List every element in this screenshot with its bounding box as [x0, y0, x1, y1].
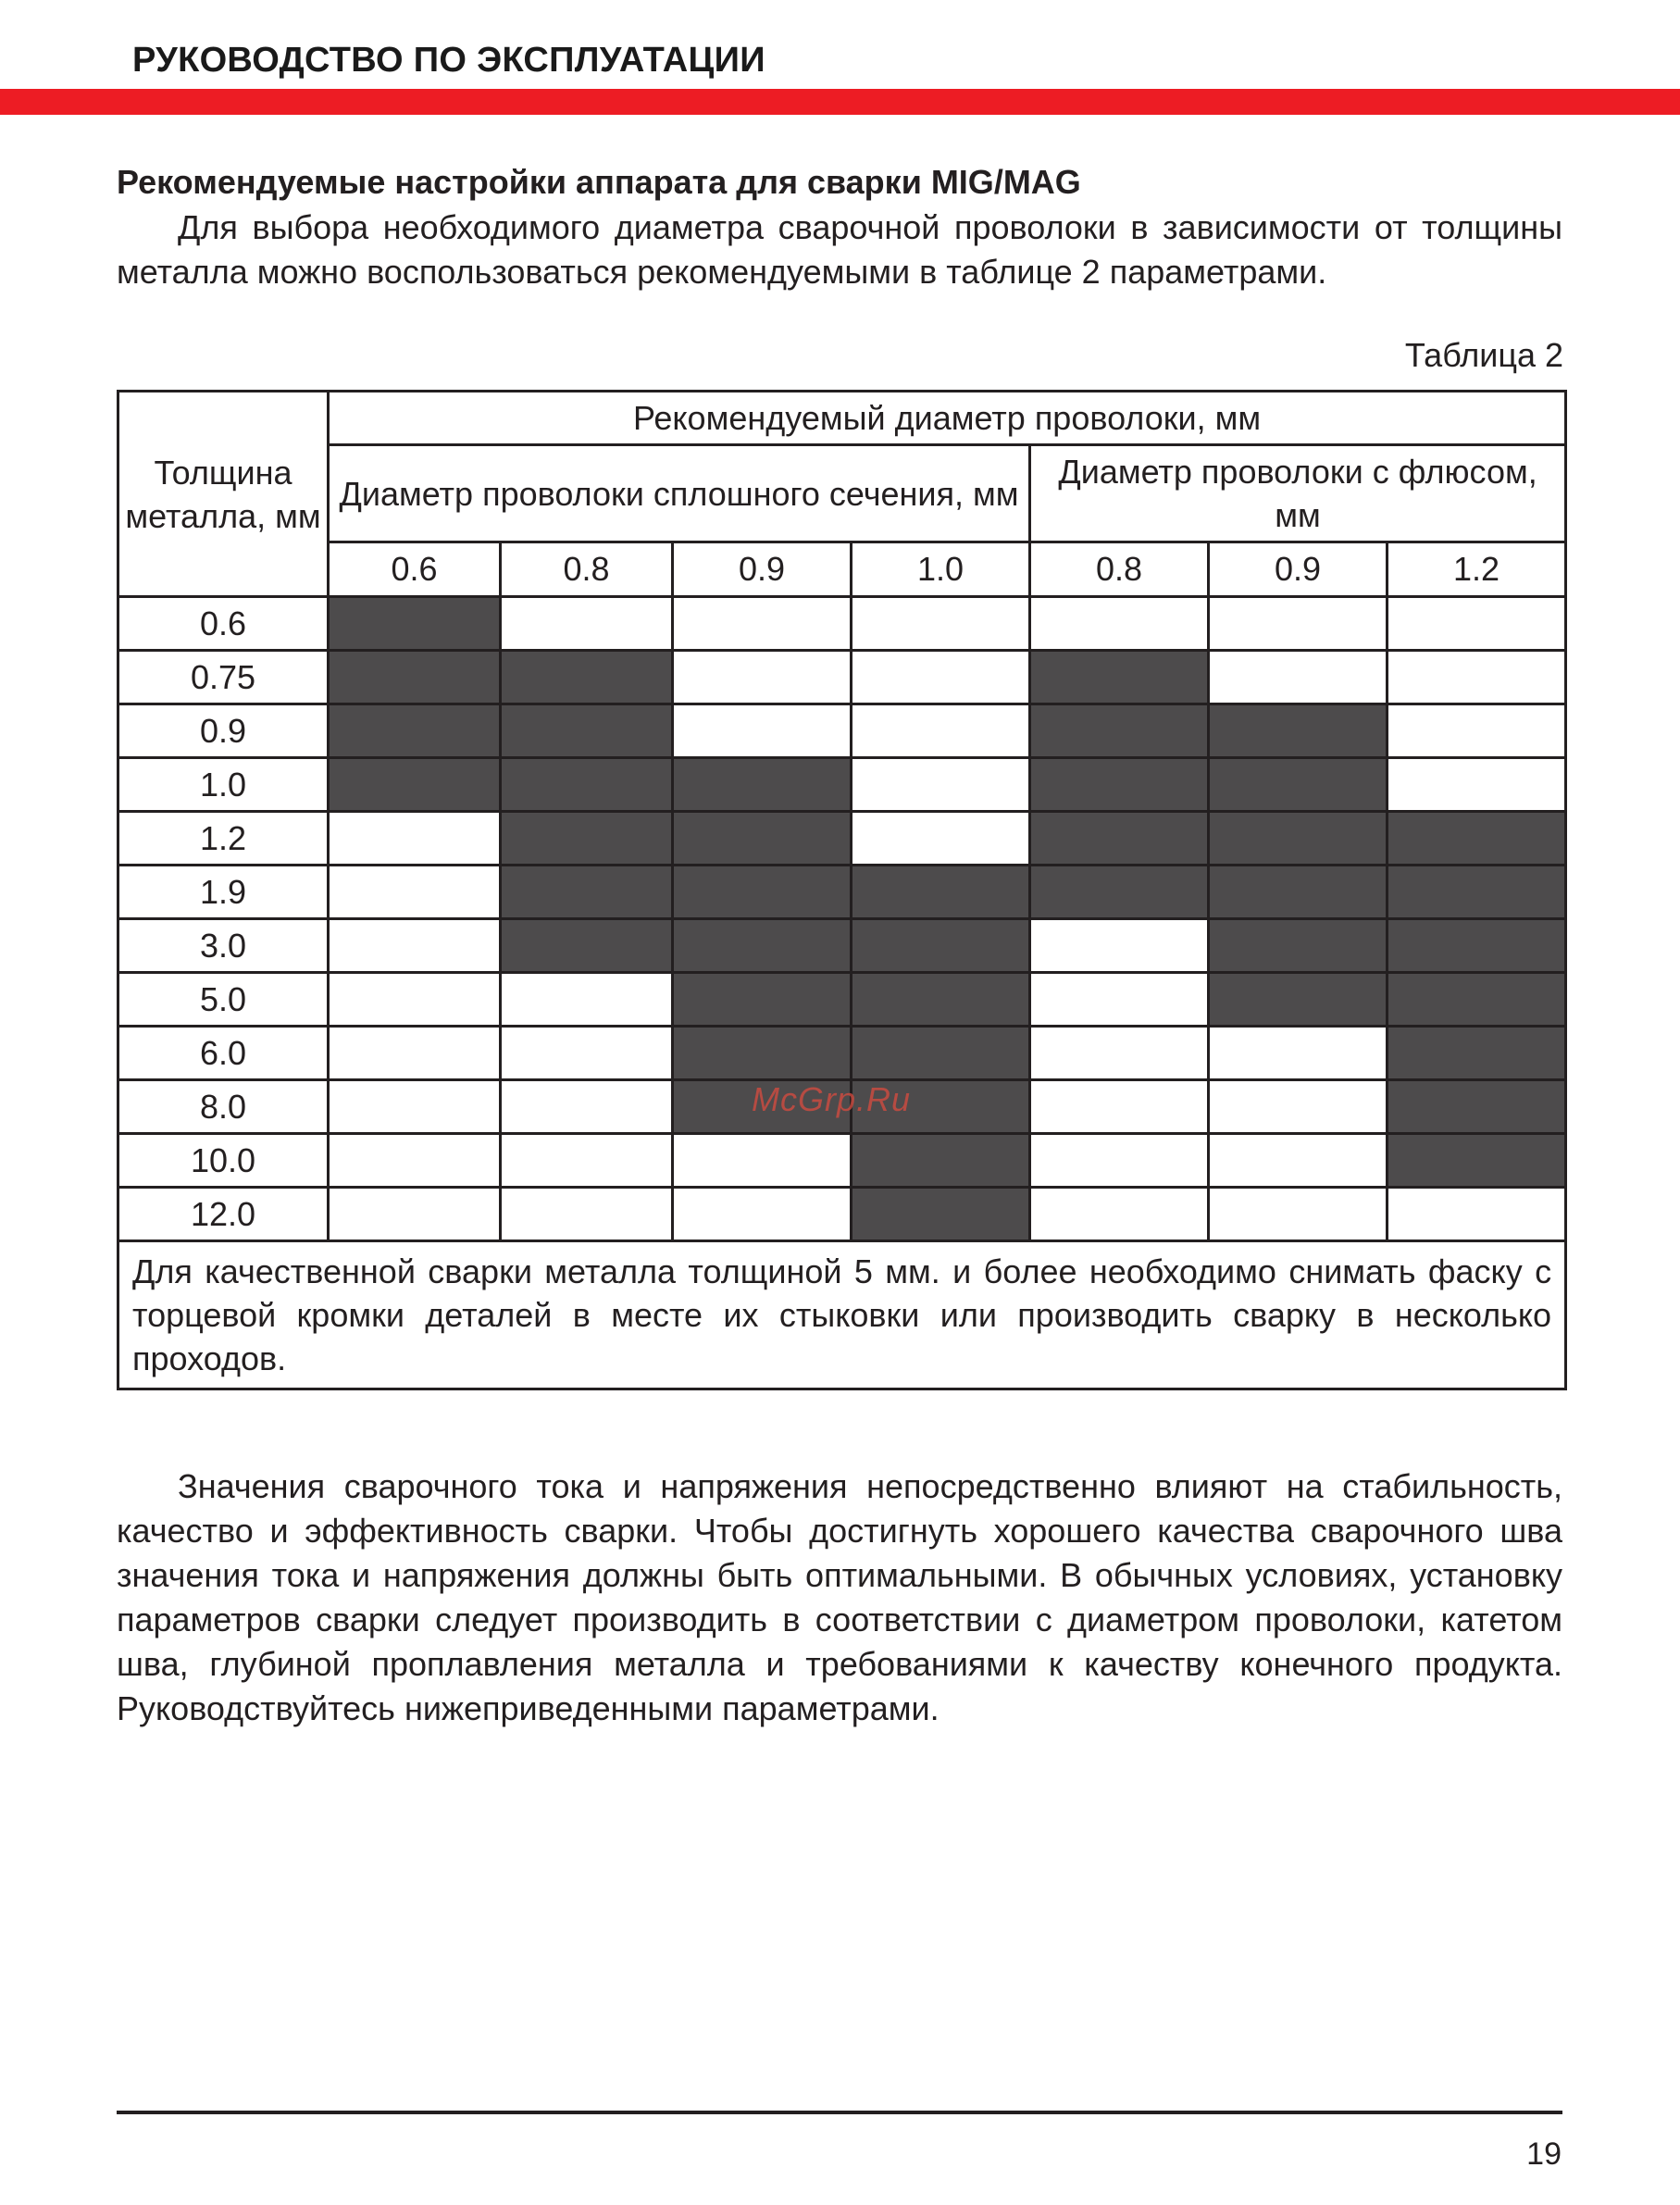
header-bar	[0, 89, 1680, 115]
recommended-cell	[329, 704, 501, 758]
header-title: РУКОВОДСТВО ПО ЭКСПЛУАТАЦИИ	[132, 41, 765, 80]
recommended-cell	[501, 812, 673, 866]
empty-cell	[501, 1188, 673, 1241]
table-row	[118, 704, 1566, 758]
recommended-cell	[501, 758, 673, 812]
recommended-cell	[673, 1027, 852, 1080]
recommended-cell	[852, 1027, 1030, 1080]
footer-rule	[117, 2111, 1562, 2114]
thickness-cell: 1.9	[118, 866, 329, 919]
recommended-cell	[1388, 1134, 1566, 1188]
empty-cell	[1030, 1188, 1209, 1241]
empty-cell	[673, 704, 852, 758]
thickness-cell: 8.0	[118, 1080, 329, 1134]
thickness-cell: 0.75	[118, 651, 329, 704]
recommended-cell	[1030, 812, 1209, 866]
solid-diameter-header: 0.6	[329, 542, 501, 597]
recommended-cell	[852, 919, 1030, 973]
empty-cell	[1030, 1027, 1209, 1080]
solid-diameter-header: 0.8	[501, 542, 673, 597]
empty-cell	[1388, 758, 1566, 812]
empty-cell	[852, 758, 1030, 812]
recommended-cell	[329, 651, 501, 704]
thickness-cell: 6.0	[118, 1027, 329, 1080]
body-paragraph: Значения сварочного тока и напряжения непосредственно влияют на стабильность, качество и эффективность сварки. Чтобы достигнуть хорошего качества сварочного шва значения тока и напряжения должны быть оптимальными. В обычных условиях, установку параметров сварки следует производить в соответствии с диаметром проволоки, катетом шва, глубиной проплавления металла и требованиями к качеству конечного продукта. Руководствуйтесь нижеприведенными параметрами.	[117, 1467, 1562, 1727]
solid-diameter-header: 0.9	[673, 542, 852, 597]
table-row	[118, 1188, 1566, 1241]
empty-cell	[1030, 1134, 1209, 1188]
empty-cell	[1030, 1080, 1209, 1134]
recommended-cell	[1388, 1027, 1566, 1080]
flux-diameter-header: 0.8	[1030, 542, 1209, 597]
empty-cell	[501, 1080, 673, 1134]
section-title: Рекомендуемые настройки аппарата для сварки MIG/MAG	[117, 163, 1081, 201]
empty-cell	[673, 1188, 852, 1241]
table-row	[118, 758, 1566, 812]
empty-cell	[329, 919, 501, 973]
recommended-cell	[1209, 973, 1388, 1027]
recommended-cell	[1388, 1080, 1566, 1134]
empty-cell	[673, 597, 852, 651]
table-row	[118, 651, 1566, 704]
empty-cell	[329, 866, 501, 919]
empty-cell	[1209, 651, 1388, 704]
table-row	[118, 1134, 1566, 1188]
table-row	[118, 597, 1566, 651]
solid-diameter-header: 1.0	[852, 542, 1030, 597]
table-note: Для качественной сварки металла толщиной 5 мм. и более необходимо снимать фаску с торцевой кромки деталей в месте их стыковки или производить сварку в несколько проходов.	[118, 1241, 1566, 1389]
empty-cell	[329, 1134, 501, 1188]
recommended-cell	[1209, 919, 1388, 973]
empty-cell	[1030, 973, 1209, 1027]
empty-cell	[501, 597, 673, 651]
empty-cell	[1209, 1080, 1388, 1134]
recommended-cell	[329, 597, 501, 651]
empty-cell	[501, 1027, 673, 1080]
thickness-cell: 3.0	[118, 919, 329, 973]
recommended-cell	[852, 866, 1030, 919]
recommended-cell	[1388, 866, 1566, 919]
empty-cell	[852, 651, 1030, 704]
recommended-cell	[501, 919, 673, 973]
recommended-cell	[673, 812, 852, 866]
recommended-cell	[1030, 704, 1209, 758]
wire-diameter-table	[117, 390, 1567, 1390]
recommended-cell	[501, 651, 673, 704]
thickness-cell: 5.0	[118, 973, 329, 1027]
empty-cell	[852, 597, 1030, 651]
empty-cell	[1209, 1188, 1388, 1241]
empty-cell	[1388, 651, 1566, 704]
empty-cell	[852, 704, 1030, 758]
empty-cell	[329, 1080, 501, 1134]
thickness-cell: 1.0	[118, 758, 329, 812]
empty-cell	[329, 1188, 501, 1241]
recommended-cell	[1030, 758, 1209, 812]
flux-diameter-header: 0.9	[1209, 542, 1388, 597]
recommended-cell	[1388, 812, 1566, 866]
empty-cell	[329, 1027, 501, 1080]
empty-cell	[1209, 1134, 1388, 1188]
flux-wire-header: Диаметр проволоки с флюсом, мм	[1030, 445, 1566, 542]
empty-cell	[1388, 1188, 1566, 1241]
solid-wire-header: Диаметр проволоки сплошного сечения, мм	[329, 445, 1030, 542]
recommended-cell	[1388, 973, 1566, 1027]
thickness-cell: 12.0	[118, 1188, 329, 1241]
recommended-cell	[501, 704, 673, 758]
recommended-cell	[673, 758, 852, 812]
empty-cell	[1209, 1027, 1388, 1080]
recommended-cell	[1209, 866, 1388, 919]
empty-cell	[501, 1134, 673, 1188]
thickness-header: Толщина металла, мм	[118, 392, 329, 597]
recommended-cell	[673, 866, 852, 919]
empty-cell	[1030, 597, 1209, 651]
recommended-cell	[852, 1188, 1030, 1241]
empty-cell	[673, 651, 852, 704]
thickness-cell: 0.9	[118, 704, 329, 758]
recommended-cell	[1209, 704, 1388, 758]
thickness-cell: 0.6	[118, 597, 329, 651]
table-row	[118, 919, 1566, 973]
table-row	[118, 973, 1566, 1027]
recommended-cell	[673, 919, 852, 973]
recommended-cell	[673, 973, 852, 1027]
table-caption: Таблица 2	[1404, 336, 1563, 374]
recommended-cell	[1209, 758, 1388, 812]
page-number: 19	[1526, 2136, 1562, 2172]
empty-cell	[852, 812, 1030, 866]
empty-cell	[1388, 704, 1566, 758]
recommended-cell	[501, 866, 673, 919]
table-row	[118, 812, 1566, 866]
recommended-cell	[852, 1134, 1030, 1188]
recommended-cell	[1030, 651, 1209, 704]
recommended-cell	[1030, 866, 1209, 919]
empty-cell	[1030, 919, 1209, 973]
recommended-cell	[852, 973, 1030, 1027]
empty-cell	[329, 812, 501, 866]
empty-cell	[1388, 597, 1566, 651]
empty-cell	[1209, 597, 1388, 651]
intro-paragraph: Для выбора необходимого диаметра сварочной проволоки в зависимости от толщины металла можно воспользоваться рекомендуемыми в таблице 2 параметрами.	[117, 208, 1562, 291]
recommended-cell	[1209, 812, 1388, 866]
thickness-cell: 1.2	[118, 812, 329, 866]
empty-cell	[501, 973, 673, 1027]
recommended-cell	[1388, 919, 1566, 973]
empty-cell	[673, 1134, 852, 1188]
table-row	[118, 866, 1566, 919]
empty-cell	[329, 973, 501, 1027]
table-row	[118, 1027, 1566, 1080]
group-header: Рекомендуемый диаметр проволоки, мм	[329, 392, 1566, 445]
thickness-cell: 10.0	[118, 1134, 329, 1188]
watermark: McGrp.Ru	[752, 1080, 912, 1118]
recommended-cell	[329, 758, 501, 812]
flux-diameter-header: 1.2	[1388, 542, 1566, 597]
